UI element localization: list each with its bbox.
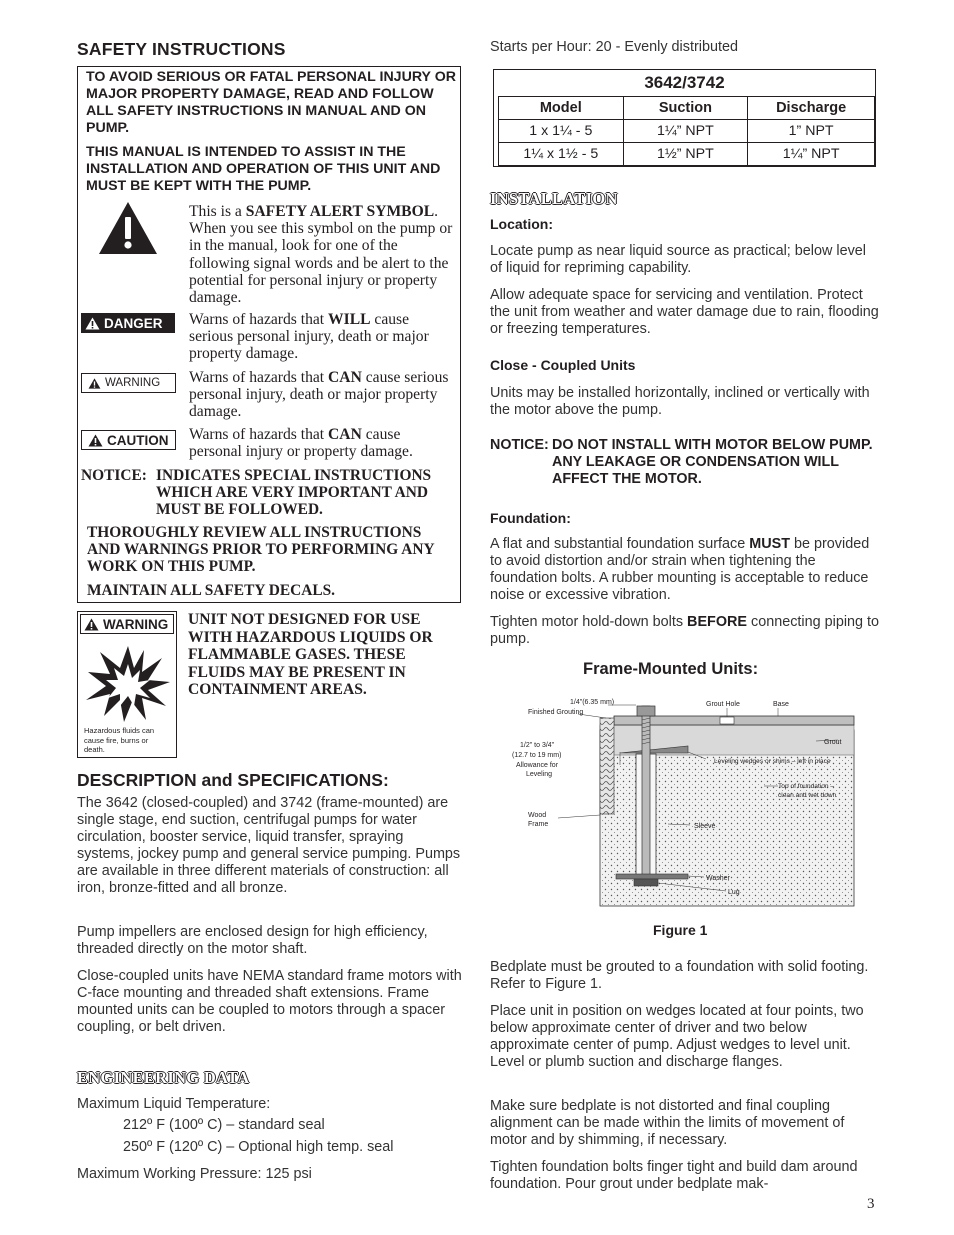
safety-heading: SAFETY INSTRUCTIONS xyxy=(77,39,286,59)
danger-label: DANGER xyxy=(81,313,175,333)
table-row xyxy=(499,143,875,166)
description-p2: Pump impellers are enclosed design for high efficiency, threaded directly on the motor shaft. xyxy=(77,924,428,957)
figure-label: Lug xyxy=(728,889,740,896)
figure-label: Wood xyxy=(528,812,547,819)
caution-label: CAUTION xyxy=(81,430,176,450)
caution-text: Warns of hazards that CAN cause personal injury or property damage. xyxy=(189,426,413,461)
spec-table xyxy=(498,96,875,166)
location-p2: Allow adequate space for servicing and ventilation. Protect the unit from weather and water damage due to rain, flooding or freezing temperatures. xyxy=(490,287,879,337)
close-coupled-p1: Units may be installed horizontally, inclined or vertically with the motor above the pump. xyxy=(490,385,870,418)
hazard-warning-label: WARNING xyxy=(80,614,174,634)
frame-mounted-heading: Frame-Mounted Units: xyxy=(583,660,759,678)
warning-text: Warns of hazards that CAN cause serious personal injury, death or major property damage. xyxy=(189,369,449,421)
safety-intro-1: TO AVOID SERIOUS OR FATAL PERSONAL INJURY OR MAJOR PROPERTY DAMAGE, READ AND FOLLOW ALL SAFETY INSTRUCTIONS IN MANUAL AND ON PUMP. xyxy=(86,69,456,136)
wood-frame xyxy=(600,718,614,814)
table-cell: 1½” NPT xyxy=(623,143,748,166)
figure-label: 1/4"(6.35 mm) xyxy=(570,699,615,706)
bolt-nut xyxy=(637,706,655,716)
figure-label: Leveling wedges or shims – left in place xyxy=(714,758,831,765)
safety-intro-2: THIS MANUAL IS INTENDED TO ASSIST IN THE INSTALLATION AND OPERATION OF THIS UNIT AND MUST BE KEPT WITH THE PUMP. xyxy=(86,144,441,194)
safety-notice xyxy=(81,467,453,519)
bedplate-p4: Tighten foundation bolts finger tight and build dam around foundation. Pour grout under bedplate mak- xyxy=(490,1159,858,1192)
temp-optional: 250º F (120º C) – Optional high temp. seal xyxy=(123,1139,394,1155)
bedplate-p1: Bedplate must be grouted to a foundation with solid footing. Refer to Figure 1. xyxy=(490,959,869,992)
safety-alert-icon xyxy=(97,200,159,256)
figure-label: Grout Hole xyxy=(706,701,740,708)
figure-label: Finished Grouting xyxy=(528,709,584,716)
figure-label: Top of foundation – xyxy=(778,783,835,790)
figure-label: 1/2" to 3/4" xyxy=(520,742,555,749)
alert-small-icon xyxy=(84,618,99,631)
alert-small-icon xyxy=(88,378,101,389)
hazard-warning-box xyxy=(77,611,177,758)
table-cell: 1¼” NPT xyxy=(748,143,875,166)
figure-label: clean and wet down xyxy=(778,792,837,799)
notice-head: NOTICE: xyxy=(490,437,549,453)
page-number: 3 xyxy=(867,1196,875,1212)
hazard-text: UNIT NOT DESIGNED FOR USE WITH HAZARDOUS LIQUIDS OR FLAMMABLE GASES. THESE FLUIDS MAY BE PRESENT IN CONTAINMENT AREAS. xyxy=(188,611,433,698)
table-row xyxy=(499,120,875,143)
table-cell: 1” NPT xyxy=(748,120,875,143)
safety-box xyxy=(77,66,461,603)
figure-caption: Figure 1 xyxy=(653,922,708,938)
figure-label: Washer xyxy=(706,875,730,882)
foundation-p1: A flat and substantial foundation surface MUST be provided to avoid distortion and/or strain when tightening the foundation bolts. A rubber mounting is acceptable to reduce noise or excessive vibration. xyxy=(490,536,870,603)
figure-label: Base xyxy=(773,701,789,708)
table-header: Discharge xyxy=(748,97,875,120)
table-header: Model xyxy=(499,97,624,120)
max-temp-label: Maximum Liquid Temperature: xyxy=(77,1096,271,1112)
washer xyxy=(616,874,688,879)
alert-small-icon xyxy=(88,434,103,447)
figure-label: Allowance for xyxy=(516,762,559,769)
starts-per-hour: Starts per Hour: 20 - Evenly distributed xyxy=(490,39,738,55)
description-heading: DESCRIPTION and SPECIFICATIONS: xyxy=(77,770,389,790)
lug xyxy=(634,879,658,886)
notice-text: INDICATES SPECIAL INSTRUCTIONS WHICH ARE VERY IMPORTANT AND MUST BE FOLLOWED. xyxy=(156,467,432,519)
alert-symbol-text: This is a SAFETY ALERT SYMBOL. When you see this symbol on the pump or in the manual, look for one of the following signal words and be alert to the potential for personal injury or property damage. xyxy=(189,203,453,307)
description-p1: The 3642 (closed-coupled) and 3742 (frame-mounted) are single stage, end suction, centrifugal pumps for water circulation, booster service, liquid transfer, spraying systems, jockey pump and general service pumping. Pumps are available in three different materials of construction: all iron, bronze-fitted and all bronze. xyxy=(77,795,461,896)
table-header: Suction xyxy=(623,97,748,120)
foundation-p2: Tighten motor hold-down bolts BEFORE connecting piping to pump. xyxy=(490,614,880,647)
hazard-caption: Hazardous fluids can cause fire, burns or death. xyxy=(84,726,155,754)
temp-standard: 212º F (100º C) – standard seal xyxy=(123,1117,325,1133)
decals-text: MAINTAIN ALL SAFETY DECALS. xyxy=(87,582,336,599)
table-cell: 1¼ x 1½ - 5 xyxy=(499,143,624,166)
notice-head: NOTICE: xyxy=(81,467,147,484)
figure-label: Frame xyxy=(528,821,549,828)
location-heading: Location: xyxy=(490,216,553,232)
engineering-heading: ENGINEERING DATA xyxy=(77,1068,250,1087)
figure-label: Leveling xyxy=(526,771,553,778)
review-text: THOROUGHLY REVIEW ALL INSTRUCTIONS AND WARNINGS PRIOR TO PERFORMING ANY WORK ON THIS PUMP. xyxy=(87,524,435,576)
foundation-figure xyxy=(508,690,858,912)
figure-label: (12.7 to 19 mm) xyxy=(512,752,562,759)
table-cell: 1 x 1¼ - 5 xyxy=(499,120,624,143)
notice-text: DO NOT INSTALL WITH MOTOR BELOW PUMP. ANY LEAKAGE OR CONDENSATION WILL AFFECT THE MOTOR. xyxy=(552,437,873,487)
foundation-heading: Foundation: xyxy=(490,510,571,526)
table-header-row xyxy=(499,97,875,120)
figure-label: Grout xyxy=(824,739,842,746)
spec-table-box xyxy=(493,69,876,167)
danger-text: Warns of hazards that WILL cause serious personal injury, death or major property damage. xyxy=(189,311,429,363)
figure-label: Sleeve xyxy=(694,823,716,830)
install-notice xyxy=(490,437,882,488)
spec-table-title: 3642/3742 xyxy=(644,73,725,92)
explosion-icon xyxy=(84,642,172,722)
grout-hole xyxy=(720,717,734,724)
foundation-bolt xyxy=(642,706,650,884)
warning-label: WARNING xyxy=(81,373,176,393)
bedplate-p2: Place unit in position on wedges located at four points, two below approximate center of driver and two below approximate center of pump. Adjust wedges to level unit. Level or plumb suction and discharge flanges. xyxy=(490,1003,864,1070)
table-cell: 1¼” NPT xyxy=(623,120,748,143)
bedplate-p3: Make sure bedplate is not distorted and final coupling alignment can be made within the limits of movement of motor and by shimming, if necessary. xyxy=(490,1098,845,1148)
close-coupled-heading: Close - Coupled Units xyxy=(490,357,636,373)
description-p3: Close-coupled units have NEMA standard frame motors with C-face mounting and threaded shaft extensions. Frame mounted units can be coupled to motors through a spacer coupling, or belt driven. xyxy=(77,968,462,1035)
location-p1: Locate pump as near liquid source as practical; below level of liquid for repriming capability. xyxy=(490,243,866,276)
alert-small-icon xyxy=(85,317,100,330)
grout-layer xyxy=(600,725,854,755)
max-pressure: Maximum Working Pressure: 125 psi xyxy=(77,1166,312,1182)
installation-heading: INSTALLATION xyxy=(490,189,618,208)
